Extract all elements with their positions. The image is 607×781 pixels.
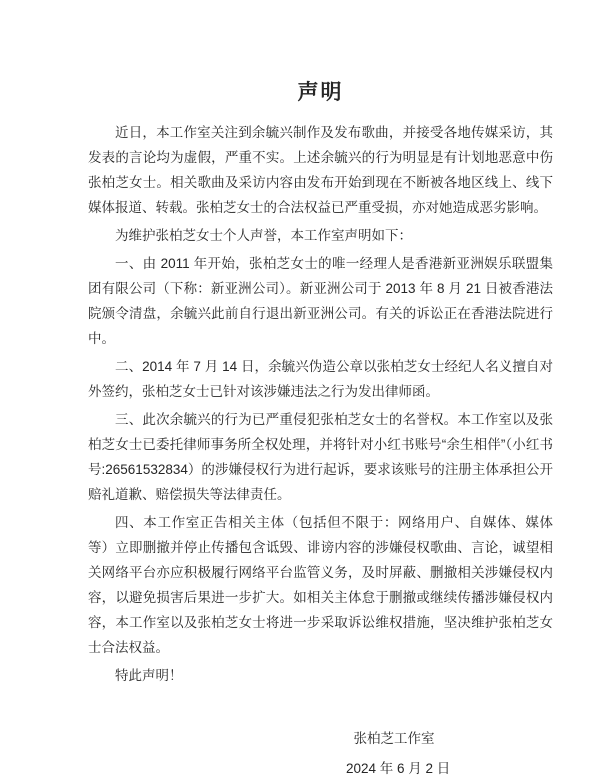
statement-paragraph-purpose: 为维护张柏芝女士个人声誉，本工作室声明如下： xyxy=(115,228,412,243)
statement-paragraph-item-3: 三、此次余毓兴的行为已严重侵犯张柏芝女士的名誉权。本工作室以及张柏芝女士已委托律师事务所全权处理，并将针对小红书账号“余生相伴”（小红书号:26561532834）的涉嫌侵权行为进行起诉，要求该账号的注册主体承担公开赔礼道歉、赔偿损失等法律责任。 xyxy=(88,412,553,502)
statement-paragraph-item-2: 二、2014 年 7 月 14 日，余毓兴伪造公章以张柏芝女士经纪人名义擅自对外签约，张柏芝女士已针对该涉嫌违法之行为发出律师函。 xyxy=(88,359,553,399)
statement-paragraph-closing: 特此声明！ xyxy=(115,668,183,683)
page-title: 声明 xyxy=(297,81,344,104)
signature-name: 张柏芝工作室 xyxy=(353,731,435,746)
statement-paragraph-item-1: 一、由 2011 年开始，张柏芝女士的唯一经理人是香港新亚洲娱乐联盟集团有限公司（下称：新亚洲公司）。新亚洲公司于 2013 年 8 月 21 日被香港法院颁令清盘，余毓兴此前自行退出新亚洲公司。有关的诉讼正在香港法院进行中。 xyxy=(88,256,553,346)
signature-date: 2024 年 6 月 2 日 xyxy=(346,761,451,776)
statement-paragraph-item-4: 四、本工作室正告相关主体（包括但不限于：网络用户、自媒体、媒体等）立即删撤并停止传播包含诋毁、诽谤内容的涉嫌侵权歌曲、言论，诚望相关网络平台亦应积极履行网络平台监管义务，及时屏蔽、删撤相关涉嫌侵权内容，以避免损害后果进一步扩大。如相关主体怠于删撤或继续传播涉嫌侵权内容，本工作室以及张柏芝女士将进一步采取诉讼维权措施，坚决维护张柏芝女士合法权益。 xyxy=(88,515,553,655)
statement-paragraph-intro: 近日，本工作室关注到余毓兴制作及发布歌曲，并接受各地传媒采访，其发表的言论均为虚假，严重不实。上述余毓兴的行为明显是有计划地恶意中伤张柏芝女士。相关歌曲及采访内容由发布开始到现在不断被各地区线上、线下媒体报道、转载。张柏芝女士的合法权益已严重受损，亦对她造成恶劣影响。 xyxy=(88,125,553,215)
statement-body xyxy=(88,120,553,688)
signature-block xyxy=(346,726,451,781)
